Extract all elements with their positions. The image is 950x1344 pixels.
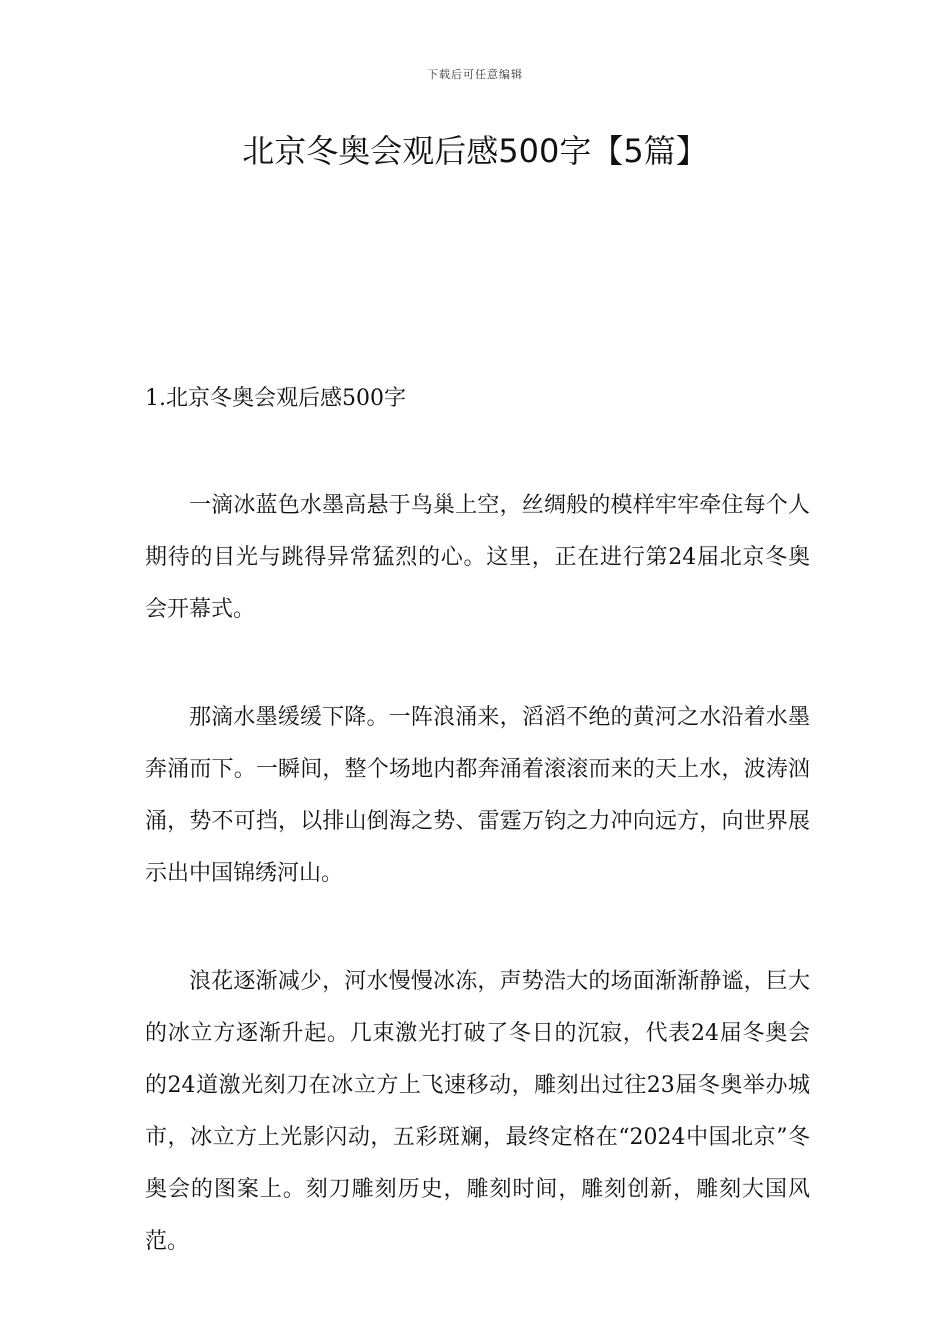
paragraph: 浪花逐渐减少，河水慢慢冰冻，声势浩大的场面渐渐静谧，巨大的冰立方逐渐升起。几束激光打破了冬日的沉寂，代表24届冬奥会的24道激光刻刀在冰立方上飞速移动，雕刻出过往23届冬奥举办城市，冰立方上光影闪动，五彩斑斓，最终定格在“2024中国北京”冬奥会的图案上。刻刀雕刻历史，雕刻时间，雕刻创新，雕刻大国风范。: [145, 969, 811, 1254]
document-title: 北京冬奥会观后感500字【5篇】: [242, 132, 708, 170]
section-heading: 1.北京冬奥会观后感500字: [145, 386, 406, 411]
paragraph: 那滴水墨缓缓下降。一阵浪涌来，滔滔不绝的黄河之水沿着水墨奔涌而下。一瞬间，整个场地内都奔涌着滚滚而来的天上水，波涛汹涌，势不可挡，以排山倒海之势、雷霆万钧之力冲向远方，向世界展示出中国锦绣河山。: [145, 705, 810, 886]
document-body: [145, 380, 810, 1324]
header-note: 下载后可任意编辑: [427, 68, 523, 81]
paragraph: 一滴冰蓝色水墨高悬于鸟巢上空，丝绸般的模样牢牢牵住每个人期待的目光与跳得异常猛烈的心。这里，正在进行第24届北京冬奥会开幕式。: [145, 493, 810, 622]
